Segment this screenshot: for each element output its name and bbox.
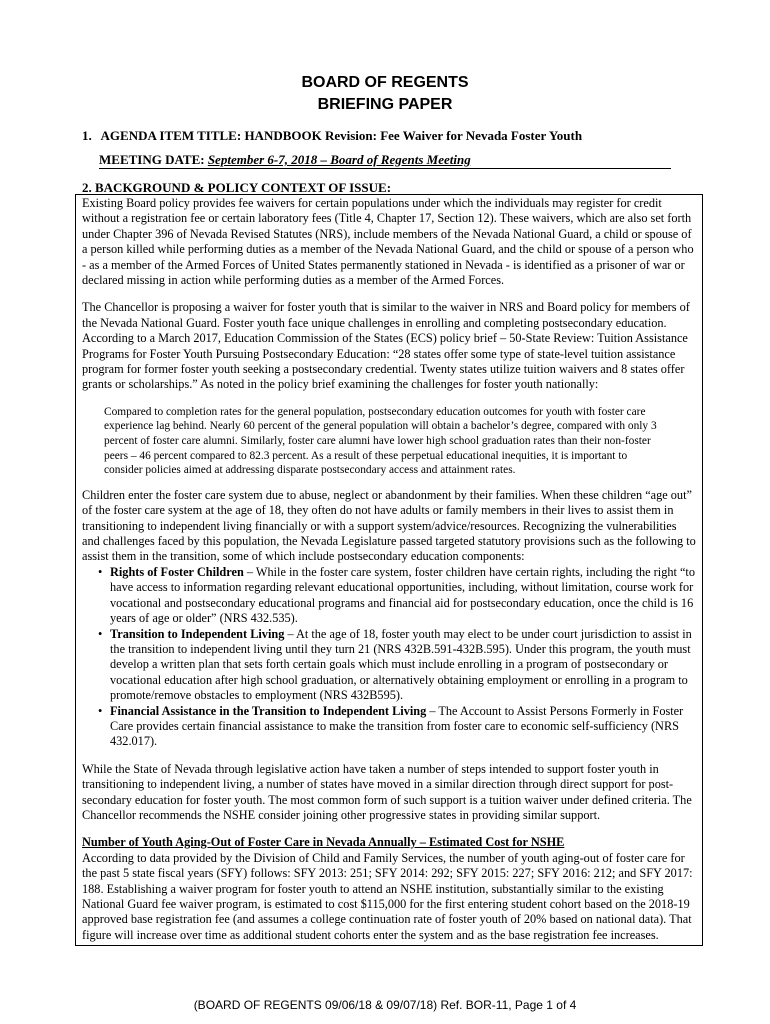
bullet-text: – The Account to Assist Persons Formerly in Foster Care provides certain financial assistance to make the transition from foster care to economic self-sufficiency (NRS 432.017). [110,703,684,749]
document-title [0,72,770,116]
page-footer: (BOARD OF REGENTS 09/06/18 & 09/07/18) Ref. BOR-11, Page 1 of 4 [193,998,577,1012]
title-line-1: BOARD OF REGENTS [301,74,469,91]
policy-brief-quote: Compared to completion rates for the general population, postsecondary education outcomes for youth with foster care experience lag behind. Nearly 60 percent of the general population will obtain a bachelor’s degree, compared with only 3 percent of foster care alumni. Similarly, foster care alumni have lower high school graduation rates than their non-foster peers – 46 percent compared to 82.3 percent. As a result of these perpetual educational inequities, it is important to consider policies aimed at addressing disparate postsecondary access and attainment rates. [104,405,657,477]
bullet-text: – While in the foster care system, foster children have certain rights, including the right “to have access to information regarding relevant educational opportunities, including, without limitation, course work for vocational and postsecondary educational programs and financial aid for postsecondary education, once the child is 16 years of age or older” (NRS 432.535). [110,564,695,626]
paragraph-chancellor-proposal: The Chancellor is proposing a waiver for foster youth that is similar to the waiver in NRS and Board policy for members of the Nevada National Guard. Foster youth face unique challenges in enrolling and completing postsecondary education. According to a March 2017, Education Commission of the States (ECS) policy brief – 50-State Review: Tuition Assistance Programs for Foster Youth Pursuing Postsecondary Education: “28 states offer some type of state-level tuition assistance program for former foster youth seeking a postsecondary credential. Twenty states utilize tuition waivers and 8 states offer grants or scholarships.” As noted in the policy brief examining the challenges for foster youth nationally: [82,300,690,392]
subsection-heading: Number of Youth Aging-Out of Foster Care in Nevada Annually – Estimated Cost for NSHE [82,835,565,850]
agenda-item-title [82,128,702,144]
meeting-date [99,152,671,169]
list-item [98,703,697,750]
paragraph-state-action: While the State of Nevada through legislative action have taken a number of steps intended to support foster youth in transitioning to independent living, a number of states have moved in a similar direction through direct support for post-secondary education for foster youth. The most common form of such support is a tuition waiver under defined criteria. The Chancellor recommends the NSHE consider joining other progressive states in providing similar support. [82,761,692,822]
agenda-value: HANDBOOK Revision: Fee Waiver for Nevada Foster Youth [244,128,583,143]
statutory-provisions-list [82,565,697,750]
meeting-label: MEETING DATE: [99,152,205,167]
bullet-icon: • [98,626,103,641]
bullet-text: – At the age of 18, foster youth may elect to be under court jurisdiction to assist in the transition to independent living until they turn 21 (NRS 432B.591-432B.595). Under this program, the youth must develop a written plan that sets forth certain goals which must include enrolling in a program of postsecondary or vocational education after high school graduation, or alternatively obtaining employment or enrolling in a program to promote/remove obstacles to employment (NRS 432B595). [110,626,692,703]
bullet-term: Rights of Foster Children [110,564,244,579]
bullet-term: Financial Assistance in the Transition to Independent Living [110,703,427,718]
paragraph-foster-care-system: Children enter the foster care system due to abuse, neglect or abandonment by their families. When these children “age out” of the foster care system at the age of 18, they often do not have adults or family members in their lives to assist them in transitioning to independent living financially or with a support system/advice/resources. Recognizing the vulnerabilities and challenges faced by this population, the Nevada Legislature passed targeted statutory provisions such as the following to assist them in the transition, some of which include postsecondary education components: [82,487,696,564]
bullet-icon: • [98,703,103,718]
agenda-number: 1. [82,128,92,143]
paragraph-cost-estimate: According to data provided by the Division of Child and Family Services, the number of youth aging-out of foster care for the past 5 state fiscal years (SFY) follows: SFY 2013: 251; SFY 2014: 292; SFY 2015: 227; SFY 2016: 212; and SFY 2017: 188. Establishing a waiver program for foster youth to attend an NSHE institution, substantially similar to the existing National Guard fee waiver program, is estimated to cost $115,000 for the first entering student cohort based on the 2018-19 approved base registration fee (and assumes a college continuation rate of foster youth of 20% based on national data). That figure will increase over time as additional student cohorts enter the system and as the base registration fee increases. [82,850,693,942]
meeting-value: September 6-7, 2018 – Board of Regents Meeting [207,152,471,167]
bullet-icon: • [98,564,103,579]
background-box [75,194,703,946]
section-heading: 2. BACKGROUND & POLICY CONTEXT OF ISSUE: [82,180,392,195]
paragraph-existing-policy: Existing Board policy provides fee waivers for certain populations under which the individuals may register for credit without a registration fee or certain laboratory fees (Title 4, Chapter 17, Section 12). These waivers, which are also set forth under Chapter 396 of Nevada Revised Statutes (NRS), include members of the Nevada National Guard, a child or spouse of a person killed while performing duties as a member of the Nevada National Guard, and the child or spouse of a person who - as a member of the Armed Forces of United States permanently stationed in Nevada - is identified as a prisoner of war or declared missing in action while performing duties as a member of the Armed Forces. [82,196,694,288]
bullet-term: Transition to Independent Living [110,626,285,641]
title-line-2: BRIEFING PAPER [317,96,453,113]
list-item [98,626,697,704]
list-item [98,564,697,627]
agenda-label: AGENDA ITEM TITLE: [100,128,242,143]
